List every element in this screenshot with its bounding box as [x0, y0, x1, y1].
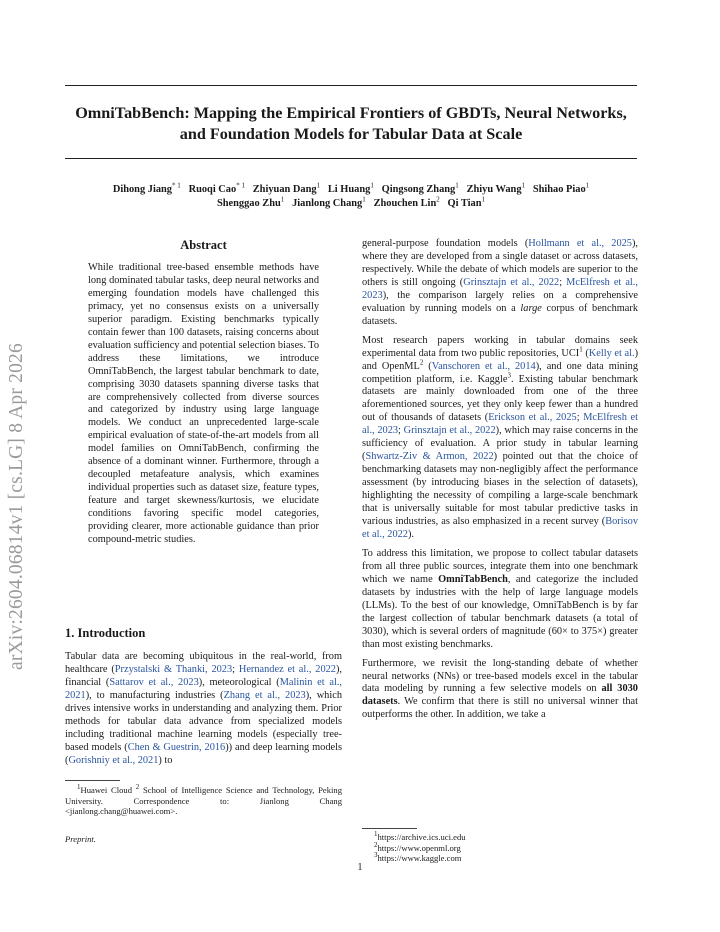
citation-link[interactable]: Grinsztajn et al., 2022	[463, 276, 560, 288]
paragraph: Most research papers working in tabular domains seek experimental data from two public repositories, UCI$^1$ (Kelly et al.) and OpenML$^2$ (Vanschoren et al., 2014), and one data mining competition platform, i.e. Kaggle$^3$. Existing tabular benchmark datasets are mainly downloaded from one of the three aforementioned sources, yet they only keep fewer than a hundred out of thousands of datasets (Erickson et al., 2025; McElfresh et al., 2023; Grinsztajn et al., 2022), which may raise concerns in the sufficiency of evaluation. A prior study in tabular learning (Shwartz-Ziv & Armon, 2022) pointed out that the choice of benchmarking datasets may non-negligibly affect the performance assessment (by introducing biases in the selection of datasets), highlighting the necessity of compiling a large-scale benchmark that is universally suitable for most tabular predictive tasks in various industries, as also emphasized in a recent survey (Borisov et al., 2022).	[362, 334, 639, 540]
paragraph: Furthermore, we revisit the long-standing debate of whether neural networks (NNs) or tree-based models excel in the tabular data modeling by running a few selective models on all 3030 datasets. We confirm that there is still no universal winner that outperforms the other. In addition, we take a	[362, 657, 638, 721]
abstract-text: While traditional tree-based ensemble methods have long dominated tabular tasks, deep neural networks and emerging foundation models have challenged this primacy, yet no consensus exists on a universally superior paradigm. Existing benchmarks typically contain fewer than 100 datasets, raising concerns about evaluation sufficiency and potential selection biases. To address these limitations, we introduce OmniTabBench, the largest tabular benchmark to date, comprising 3030 datasets spanning diverse tasks that are comprehensively collected from diverse sources and categorized by industry using large language models. We conduct an unprecedented large-scale empirical evaluation of state-of-the-art models from all model families on OmniTabBench, confirming the absence of a dominant winner. Furthermore, through a decoupled metafeature analysis, which examines individual properties such as dataset size, feature types, feature and target skewness/kurtosis, we elucidate conditions favoring specific model categories, providing clearer, more actionable guidance than prior compound-metric studies.	[88, 262, 319, 546]
citation-link[interactable]: Erickson et al., 2025	[488, 412, 577, 424]
author: Jianlong Chang$^1$	[292, 195, 366, 209]
arxiv-stamp: arXiv:2604.06814v1 [cs.LG] 8 Apr 2026	[6, 343, 27, 670]
citation-link[interactable]: Hollmann et al., 2025	[528, 238, 632, 249]
url-footnote: $^1$https://archive.ics.uci.edu	[374, 830, 466, 842]
author: Dihong Jiang$^{* 1}$	[112, 181, 181, 195]
title-top-rule	[65, 85, 637, 86]
paper-title: OmniTabBench: Mapping the Empirical Frontiers of GBDTs, Neural Networks, and Foundation Models for Tabular Data at Scale	[75, 104, 627, 143]
url-footnote: $^2$https://www.openml.org	[374, 840, 461, 853]
intro-paragraph: Tabular data are becoming ubiquitous in the real-world, from healthcare (Przystalski & Thanki, 2023; Hernandez et al., 2022), financial (Sattarov et al., 2023), meteorological (Malinin et al., 2021), to manufacturing industries (Zhang et al., 2023), which drives intensive works in understanding and analyzing them. Prior methods for tabular data advance from specialized models including traditional machine learning models (especially tree-based models (Chen & Guestrin, 2016)) and deep learning models (Gorishniy et al., 2021) to	[65, 651, 342, 766]
paragraph: To address this limitation, we propose to collect tabular datasets from all three public sources, integrate them into one benchmark which we name OmniTabBench, and categorize the included datasets by industries with the help of large language models (LLMs). To the best of our knowledge, OmniTabBench is by far the largest collection of tabular benchmark datasets (a total of 3030), which is several orders of magnitude (60× to 375×) greater than most existing benchmarks.	[362, 547, 638, 650]
citation-link[interactable]: Chen & Guestrin, 2016	[127, 741, 226, 753]
footnote-rule	[362, 828, 417, 829]
url-footnotes	[374, 832, 466, 864]
citation-link[interactable]: Gorishniy et al., 2021	[68, 754, 159, 766]
page-number: 1	[357, 862, 363, 873]
citation-link[interactable]: Shwartz-Ziv & Armon, 2022	[365, 451, 494, 463]
author: Zhouchen Lin$^2$	[373, 195, 440, 209]
author: Zhiyu Wang$^1$	[466, 181, 526, 195]
footnote-url-link[interactable]: https://www.openml.org	[377, 842, 461, 853]
citation-link[interactable]: McElfresh et al., 2023	[362, 412, 638, 437]
citation-link[interactable]: McElfresh et al., 2023	[362, 276, 638, 301]
abstract-heading: Abstract	[180, 238, 227, 252]
author-list	[65, 183, 637, 211]
author: Shenggao Zhu$^1$	[216, 195, 285, 209]
author: Qingsong Zhang$^1$	[381, 181, 459, 195]
citation-link[interactable]: Malinin et al., 2021	[65, 676, 342, 701]
author: Li Huang$^1$	[327, 181, 374, 195]
footnote-url-link[interactable]: https://www.kaggle.com	[377, 853, 462, 864]
url-footnote: $^3$https://www.kaggle.com	[374, 851, 462, 864]
preprint-label: Preprint.	[65, 834, 96, 844]
citation-link[interactable]: Hernandez et al., 2022	[238, 663, 336, 675]
affiliation-footnote: $^1$Huawei Cloud $^2$ School of Intelligence Science and Technology, Peking University. Correspondence to: Jianlong Chang <jianlong.chang@huawei.com>.	[65, 783, 342, 817]
author: Shihao Piao$^1$	[532, 181, 590, 195]
section-heading-introduction: 1. Introduction	[65, 626, 146, 640]
citation-link[interactable]: Sattarov et al., 2023	[109, 676, 199, 688]
citation-link[interactable]: Przystalski & Thanki, 2023	[114, 663, 233, 675]
citation-link[interactable]: Kelly et al.	[588, 347, 635, 359]
title-bottom-rule	[65, 158, 637, 159]
footnote-rule	[65, 780, 120, 781]
citation-link[interactable]: Vanschoren et al., 2014	[431, 360, 536, 372]
author: Qi Tian$^1$	[447, 195, 486, 209]
right-column	[362, 238, 638, 722]
paragraph: general-purpose foundation models (Hollmann et al., 2025), where they are developed from a single dataset or across datasets, respectively. While the debate of which models are superior to the others is still ongoing (Grinsztajn et al., 2022; McElfresh et al., 2023), the comparison largely relies on a comprehensive evaluation by running models on a large corpus of benchmark datasets.	[362, 238, 639, 327]
author: Ruoqi Cao$^{* 1}$	[188, 181, 245, 195]
footnote-url-link[interactable]: https://archive.ics.uci.edu	[377, 832, 466, 842]
author: Zhiyuan Dang$^1$	[252, 181, 321, 195]
citation-link[interactable]: Zhang et al., 2023	[223, 689, 306, 701]
citation-link[interactable]: Borisov et al., 2022	[362, 516, 638, 540]
citation-link[interactable]: Grinsztajn et al., 2022	[403, 425, 496, 437]
